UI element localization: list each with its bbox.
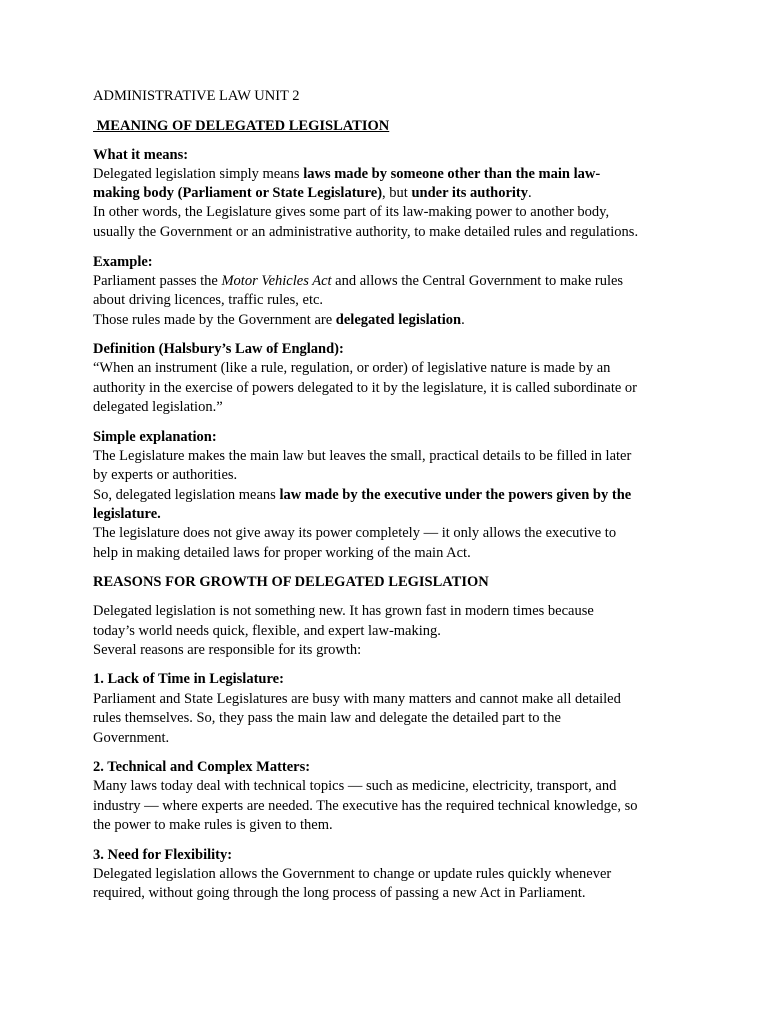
paragraph-line: Government. xyxy=(93,730,170,746)
text-span: , but xyxy=(382,185,412,201)
bold-span: making body (Parliament or State Legislature) xyxy=(93,185,383,201)
bold-span: law made by the executive under the powers given by the xyxy=(279,487,632,503)
paragraph-line: industry — where experts are needed. The executive has the required technical knowledge, so xyxy=(93,798,638,814)
text-span: Delegated legislation simply means xyxy=(93,166,304,182)
text-span: Those rules made by the Government are xyxy=(93,312,336,328)
paragraph-line: usually the Government or an administrative authority, to make detailed rules and regulations. xyxy=(93,224,639,240)
paragraph-line: The Legislature makes the main law but leaves the small, practical details to be filled in later xyxy=(93,448,632,464)
bold-span: under its authority xyxy=(411,185,529,201)
paragraph-line xyxy=(93,311,465,330)
paragraph-line: The legislature does not give away its power completely — it only allows the executive to xyxy=(93,525,617,541)
label-simple-explanation: Simple explanation: xyxy=(93,429,217,445)
paragraph-line: Delegated legislation is not something new. It has grown fast in modern times because xyxy=(93,603,594,619)
paragraph-line: today’s world needs quick, flexible, and expert law-making. xyxy=(93,623,441,639)
paragraph-line: help in making detailed laws for proper working of the main Act. xyxy=(93,545,471,561)
paragraph-line xyxy=(93,486,631,505)
paragraph-line xyxy=(93,165,600,184)
paragraph-line: by experts or authorities. xyxy=(93,467,238,483)
label-example: Example: xyxy=(93,254,153,270)
bold-span: delegated legislation xyxy=(335,312,462,328)
paragraph-line: Many laws today deal with technical topics — such as medicine, electricity, transport, and xyxy=(93,778,617,794)
italic-span: Motor Vehicles Act xyxy=(221,273,332,289)
paragraph-line: delegated legislation.” xyxy=(93,399,223,415)
section-heading-reasons: REASONS FOR GROWTH OF DELEGATED LEGISLATION xyxy=(93,574,489,590)
paragraph-line: legislature. xyxy=(93,506,161,522)
bold-span: laws made by someone other than the main law- xyxy=(303,166,601,182)
paragraph-line xyxy=(93,184,532,203)
text-span: and allows the Central Government to make rules xyxy=(331,273,624,289)
section-heading-meaning: MEANING OF DELEGATED LEGISLATION xyxy=(93,118,390,134)
text-span: . xyxy=(528,185,532,201)
label-reason-2: 2. Technical and Complex Matters: xyxy=(93,759,311,775)
paragraph-line: required, without going through the long process of passing a new Act in Parliament. xyxy=(93,885,586,901)
label-reason-3: 3. Need for Flexibility: xyxy=(93,847,233,863)
label-reason-1: 1. Lack of Time in Legislature: xyxy=(93,671,284,687)
paragraph-line: “When an instrument (like a rule, regulation, or order) of legislative nature is made by an xyxy=(93,360,611,376)
paragraph-line: rules themselves. So, they pass the main law and delegate the detailed part to the xyxy=(93,710,561,726)
paragraph-line: Several reasons are responsible for its growth: xyxy=(93,642,362,658)
label-what-it-means: What it means: xyxy=(93,147,189,163)
text-span: Parliament passes the xyxy=(93,273,222,289)
paragraph-line: Parliament and State Legislatures are busy with many matters and cannot make all detailed xyxy=(93,691,621,707)
paragraph-line: In other words, the Legislature gives some part of its law-making power to another body, xyxy=(93,204,610,220)
document-title: ADMINISTRATIVE LAW UNIT 2 xyxy=(93,88,300,104)
label-definition: Definition (Halsbury’s Law of England): xyxy=(93,341,344,357)
paragraph-line: Delegated legislation allows the Government to change or update rules quickly whenever xyxy=(93,866,612,882)
paragraph-line: the power to make rules is given to them. xyxy=(93,817,333,833)
paragraph-line xyxy=(93,272,623,291)
text-span: So, delegated legislation means xyxy=(93,487,280,503)
paragraph-line: about driving licences, traffic rules, etc. xyxy=(93,292,324,308)
text-span: . xyxy=(461,312,465,328)
paragraph-line: authority in the exercise of powers delegated to it by the legislature, it is called subordinate or xyxy=(93,380,637,396)
